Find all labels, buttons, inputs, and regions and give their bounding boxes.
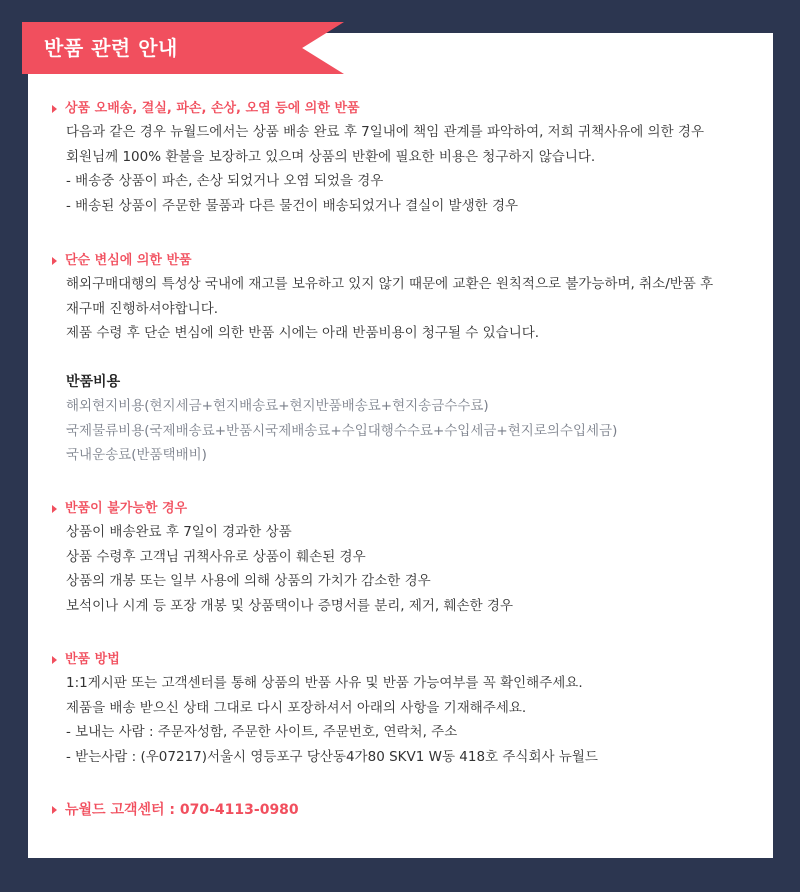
text-line: - 배송중 상품이 파손, 손상 되었거나 오염 되었을 경우 bbox=[66, 173, 384, 189]
section-method-body bbox=[66, 671, 598, 769]
triangle-bullet-icon bbox=[52, 806, 57, 814]
section-defect-header bbox=[52, 98, 704, 120]
section-change-of-mind-title: 단순 변심에 의한 반품 bbox=[65, 253, 192, 268]
text-line: - 보내는 사람 : 주문자성함, 주문한 사이트, 주문번호, 연락처, 주소 bbox=[66, 724, 458, 740]
text-line: 상품 수령후 고객님 귀책사유로 상품이 훼손된 경우 bbox=[66, 548, 366, 565]
section-defect bbox=[52, 98, 704, 218]
section-not-returnable-header bbox=[52, 498, 513, 520]
section-defect-title: 상품 오배송, 결실, 파손, 손상, 오염 등에 의한 반품 bbox=[65, 101, 360, 116]
text-line: 해외구매대행의 특성상 국내에 재고를 보유하고 있지 않기 때문에 교환은 원칙적으로 불가능하며, 취소/반품 후 bbox=[66, 276, 714, 292]
section-not-returnable-body bbox=[66, 520, 513, 618]
customer-center bbox=[52, 799, 299, 821]
section-not-returnable bbox=[52, 498, 513, 618]
triangle-bullet-icon bbox=[52, 656, 57, 664]
triangle-bullet-icon bbox=[52, 505, 57, 513]
section-method-title: 반품 방법 bbox=[65, 652, 120, 667]
text-line: 1:1게시판 또는 고객센터를 통해 상품의 반품 사유 및 반품 가능여부를 꼭 확인해주세요. bbox=[66, 675, 583, 691]
text-line: - 받는사람 : (우07217)서울시 영등포구 당산동4가80 SKV1 W동 418호 주식회사 뉴월드 bbox=[66, 748, 598, 765]
section-not-returnable-title: 반품이 불가능한 경우 bbox=[65, 501, 188, 516]
text-line: 회원님께 100% 환불을 보장하고 있으며 상품의 반환에 필요한 비용은 청구하지 않습니다. bbox=[66, 148, 596, 165]
text-line: 제품을 배송 받으신 상태 그대로 다시 포장하셔서 아래의 사항을 기재해주세요. bbox=[66, 699, 527, 716]
triangle-bullet-icon bbox=[52, 105, 57, 113]
cost-line: 해외현지비용(현지세금+현지배송료+현지반품배송료+현지송금수수료) bbox=[66, 398, 489, 414]
cost-line: 국제물류비용(국제배송료+반품시국제배송료+수입대행수수료+수입세금+현지로의수입세금) bbox=[66, 422, 618, 439]
customer-center-label: 뉴월드 고객센터 : 070-4113-0980 bbox=[65, 802, 299, 818]
section-change-of-mind bbox=[52, 250, 713, 468]
customer-center-header bbox=[52, 799, 299, 821]
triangle-bullet-icon bbox=[52, 257, 57, 265]
text-line: 다음과 같은 경우 뉴월드에서는 상품 배송 완료 후 7일내에 책임 관계를 파악하여, 저희 귀책사유에 의한 경우 bbox=[66, 124, 705, 140]
section-change-of-mind-body bbox=[66, 272, 713, 468]
section-method-header bbox=[52, 649, 598, 671]
section-method bbox=[52, 649, 598, 769]
section-change-of-mind-header bbox=[52, 250, 713, 272]
text-line: 보석이나 시계 등 포장 개봉 및 상품택이나 증명서를 분리, 제거, 훼손한 경우 bbox=[66, 597, 514, 614]
text-line: - 배송된 상품이 주문한 물품과 다른 물건이 배송되었거나 결실이 발생한 경우 bbox=[66, 197, 519, 214]
text-line: 제품 수령 후 단순 변심에 의한 반품 시에는 아래 반품비용이 청구될 수 있습니다. bbox=[66, 325, 540, 341]
page-title: 반품 관련 안내 bbox=[44, 36, 178, 60]
text-line: 재구매 진행하셔야합니다. bbox=[66, 300, 219, 317]
section-defect-body bbox=[66, 120, 704, 218]
text-line: 상품이 배송완료 후 7일이 경과한 상품 bbox=[66, 524, 292, 540]
return-cost-heading: 반품비용 bbox=[66, 373, 121, 390]
cost-line: 국내운송료(반품택배비) bbox=[66, 447, 207, 463]
text-line: 상품의 개봉 또는 일부 사용에 의해 상품의 가치가 감소한 경우 bbox=[66, 573, 431, 589]
